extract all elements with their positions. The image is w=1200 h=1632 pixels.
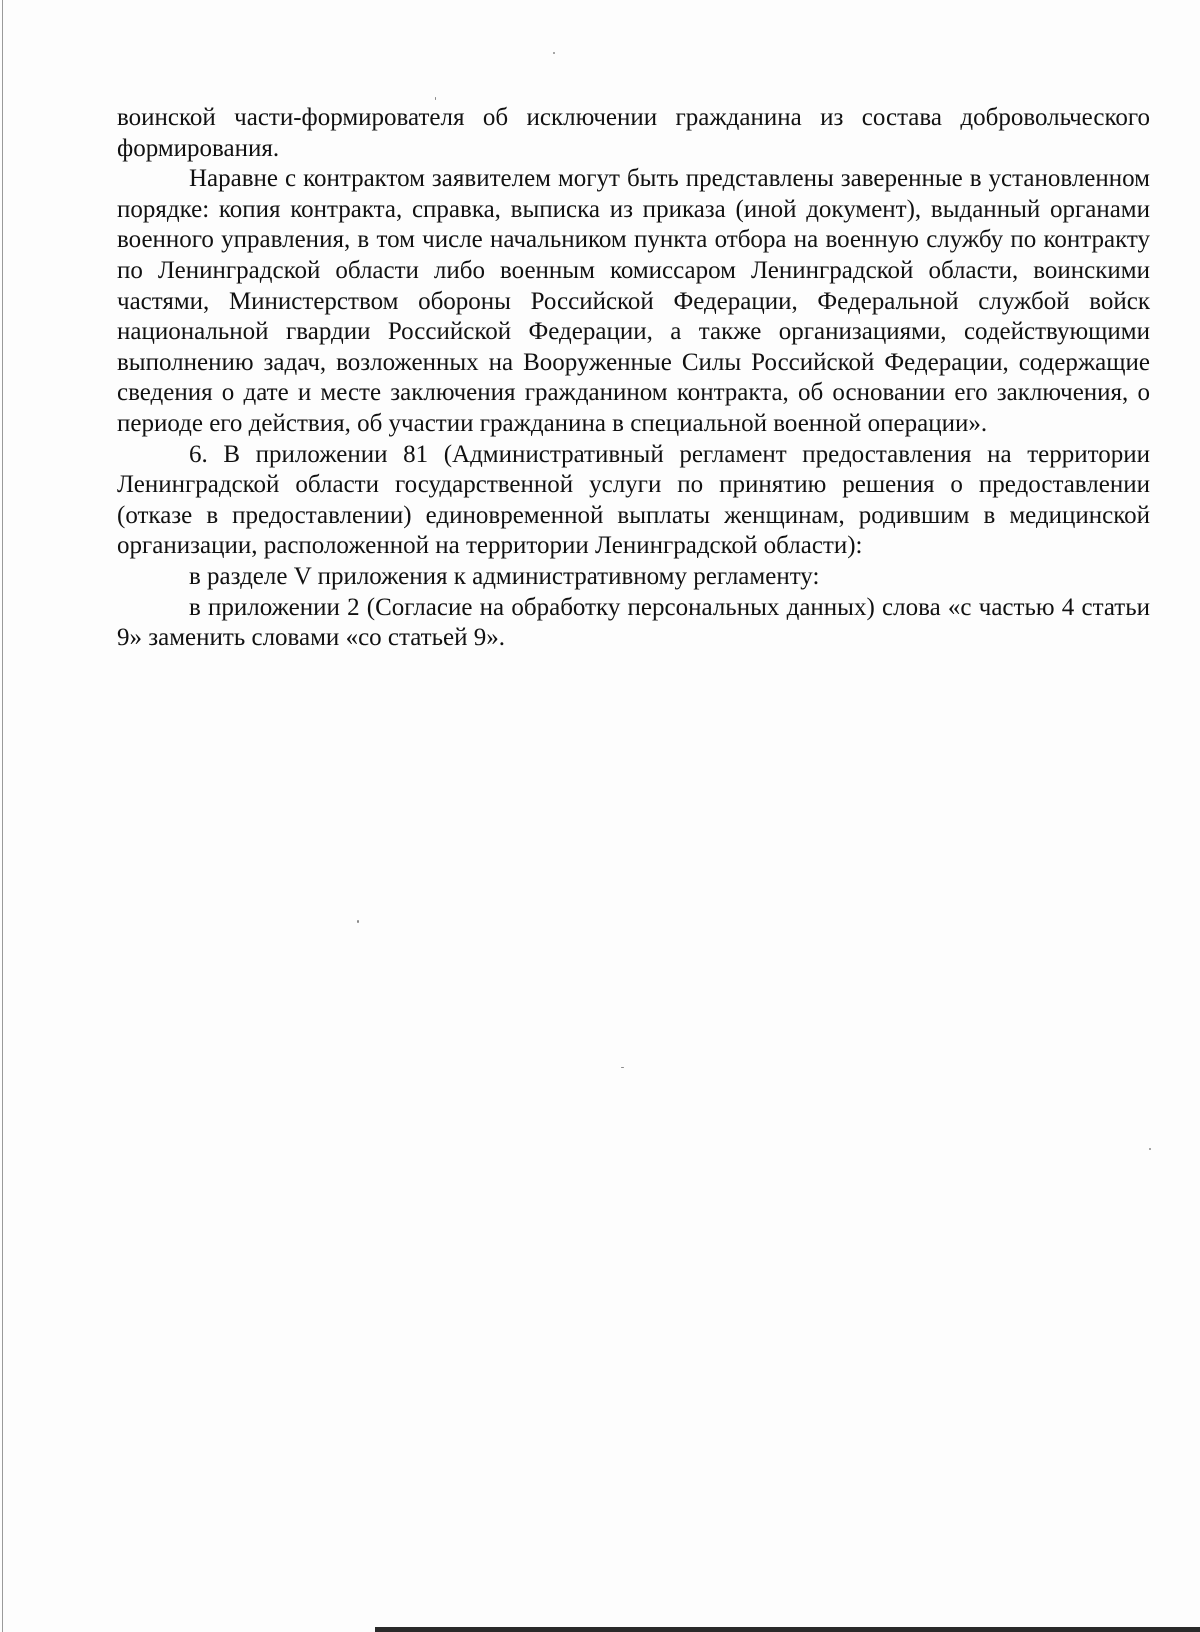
document-body — [117, 103, 1150, 654]
scan-speck — [357, 920, 359, 923]
paragraph-section-v: в разделе V приложения к административному регламенту: — [189, 562, 820, 590]
paragraph-contract-documents: Наравне с контрактом заявителем могут быть представлены заверенные в установленном порядке: копия контракта, справка, выписка из приказа (иной документ), выданный органами военного управления, в том числе начальником пункта отбора на военную службу по контракту по Ленинградской области либо военным комиссаром Ленинградской области, воинскими частями, Министерством обороны Российской Федерации, Федеральной службой войск национальной гвардии Российской Федерации, а также организациями, содействующими выполнению задач, возложенных на Вооруженные Силы Российской Федерации, содержащие сведения о дате и месте заключения гражданином контракта, об основании его заключения, о периоде его действия, об участии гражданина в специальной военной операции». — [117, 165, 1150, 437]
scan-speck — [1149, 1148, 1151, 1150]
paragraph-item-6: 6. В приложении 81 (Административный регламент предоставления на территории Ленинградской области государственной услуги по принятию решения о предоставлении (отказе в предоставлении) единовременной выплаты женщинам, родившим в медицинской организации, расположенной на территории Ленинградской области): — [117, 440, 1150, 560]
paragraph-continuation: воинской части-формирователя об исключении гражданина из состава добровольческого формирования. — [117, 104, 1150, 162]
scan-bottom-edge — [375, 1627, 1200, 1632]
scan-left-edge — [2, 0, 3, 1632]
scan-speck — [621, 1067, 624, 1068]
scan-speck — [553, 52, 555, 54]
scan-speck — [435, 97, 436, 100]
paragraph-appendix-2: в приложении 2 (Согласие на обработку персональных данных) слова «с частью 4 статьи 9» заменить словами «со статьей 9». — [117, 593, 1150, 652]
